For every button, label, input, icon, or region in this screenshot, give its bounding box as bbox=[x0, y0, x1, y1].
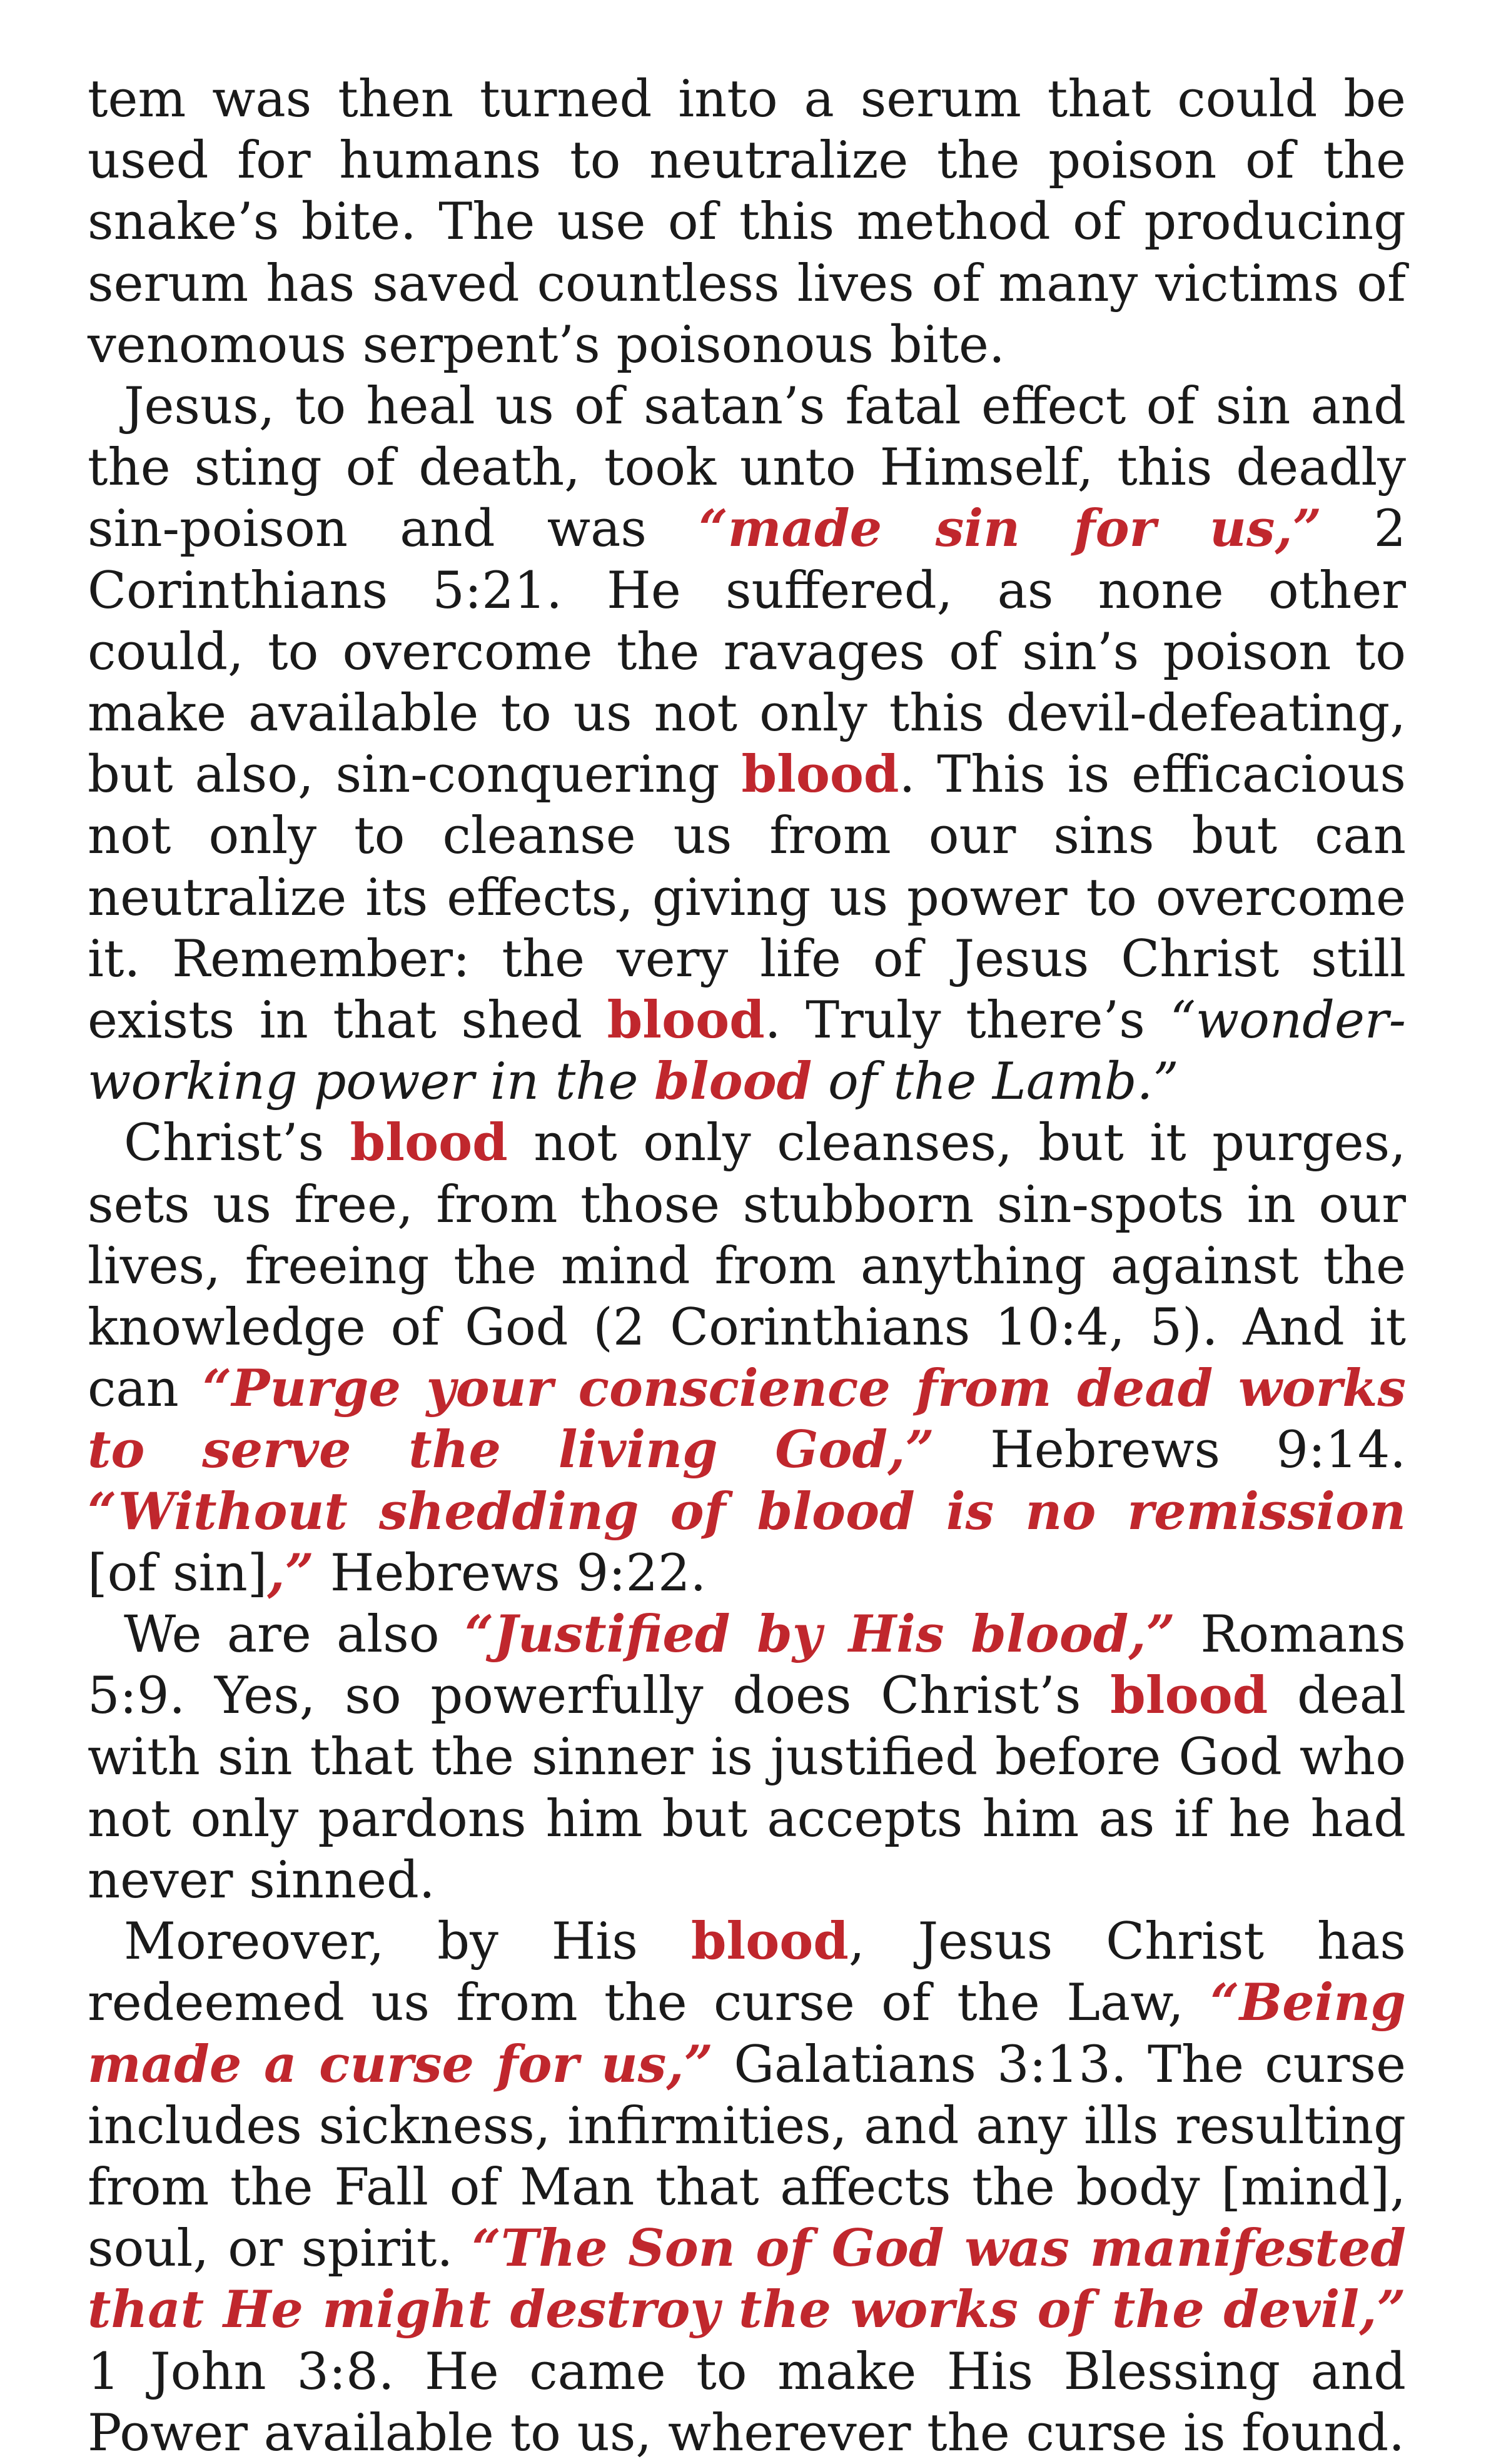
text-segment: [of sin] bbox=[88, 1543, 268, 1603]
text-segment: Moreover, by His bbox=[124, 1912, 691, 1972]
scripture-quote: ,” bbox=[267, 1543, 315, 1603]
italic-quote: of the Lamb.” bbox=[812, 1053, 1179, 1112]
scripture-quote: “Without shedding of blood is no remission bbox=[88, 1482, 1406, 1542]
highlight-word: blood bbox=[350, 1113, 508, 1173]
text-segment: . Truly there’s bbox=[764, 991, 1170, 1051]
text-segment: tem was then turned into a serum that could be used for humans to neutralize the poison of the snake’s bite. The use of this method of producing serum has saved countless lives of many victims of venomous serpent’s poisonous bite. bbox=[88, 70, 1406, 375]
paragraph-3 bbox=[88, 1113, 1406, 1604]
italic-quote: “wonder-working power in the bbox=[88, 991, 1406, 1112]
highlight-word: blood bbox=[690, 1912, 849, 1972]
text-segment: Hebrews 9:22. bbox=[314, 1543, 707, 1603]
text-segment: Jesus, to heal us of satan’s fatal effect of sin and the sting of death, took unto Himself, this deadly sin-poison and was bbox=[88, 377, 1406, 559]
paragraph-5 bbox=[88, 1911, 1406, 2464]
text-segment: We are also bbox=[124, 1605, 465, 1665]
scripture-quote: “Being made a curse for us,” bbox=[88, 1973, 1406, 2094]
text-segment: , Jesus Christ has redeemed us from the curse of the Law, bbox=[88, 1912, 1406, 2033]
text-segment: Christ’s bbox=[124, 1114, 350, 1173]
paragraph-2 bbox=[88, 376, 1406, 1113]
scripture-quote: “The Son of God was manifested that He might destroy the works of the devil,” bbox=[88, 2219, 1406, 2340]
text-segment: 1 John 3:8. He came to make His Blessing and Power available to us, wherever the curse is found. bbox=[88, 2342, 1406, 2463]
text-segment: 2 Corinthians 5:21. He suffered, as none other could, to overcome the ravages of sin’s poison to make available to us not only this devil-defeating, but also, sin-conquering bbox=[88, 500, 1406, 805]
scripture-quote: “Purge your conscience from dead works to serve the living God,” bbox=[88, 1359, 1406, 1480]
text-segment: . This is efficacious not only to cleanse us from our sins but can neutralize its effects, giving us power to overcome it. Remember: the very life of Jesus Christ still exists in that shed bbox=[88, 745, 1406, 1051]
highlight-word: blood bbox=[607, 991, 765, 1051]
text-segment: deal with sin that the sinner is justified before God who not only pardons him but accepts him as if he had never sinned. bbox=[88, 1667, 1406, 1910]
highlight-word: blood bbox=[1110, 1666, 1268, 1726]
text-segment: Galatians 3:13. The curse includes sickness, infirmities, and any ills resulting from the Fall of Man that affects the body [mind], soul, or spirit. bbox=[88, 2035, 1406, 2279]
paragraph-4 bbox=[88, 1604, 1406, 1911]
document-page bbox=[88, 69, 1406, 2464]
scripture-quote: “made sin for us,” bbox=[699, 499, 1322, 559]
paragraph-1 bbox=[88, 69, 1406, 376]
text-segment: Romans 5:9. Yes, so powerfully does Christ’s bbox=[88, 1605, 1407, 1726]
highlight-word: blood bbox=[741, 745, 899, 805]
text-segment: Hebrews 9:14. bbox=[934, 1421, 1406, 1480]
scripture-quote: “Justified by His blood,” bbox=[464, 1605, 1176, 1665]
highlight-word: blood bbox=[654, 1052, 812, 1112]
text-segment: not only cleanses, but it purges, sets us free, from those stubborn sin-spots in our lives, freeing the mind from anything against the knowledge of God (2 Corinthians 10:4, 5). And it can bbox=[88, 1114, 1406, 1419]
